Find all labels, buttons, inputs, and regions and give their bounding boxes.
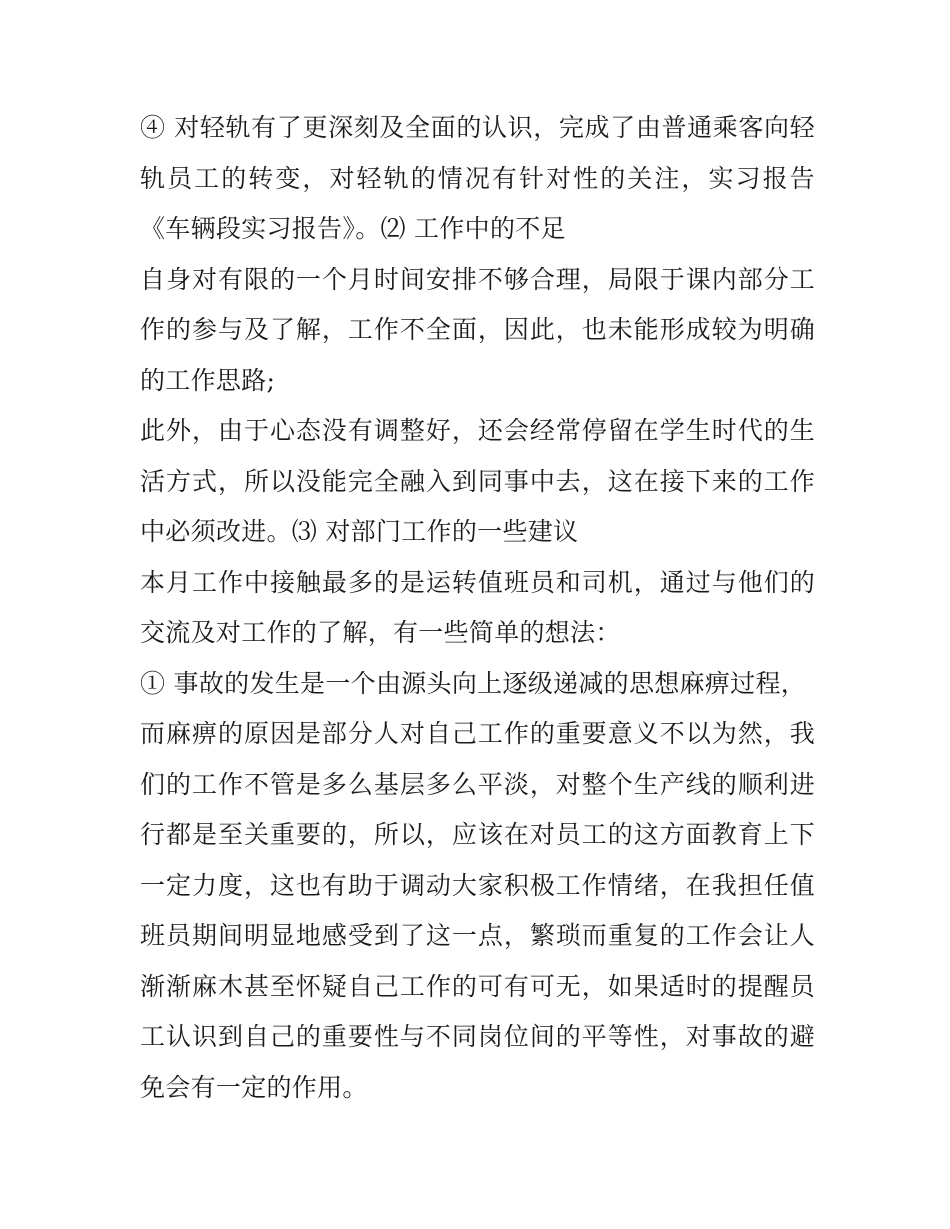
paragraph-understanding: ④ 对轻轨有了更深刻及全面的认识，完成了由普通乘客向轻轨员工的转变，对轻轨的情况有针对性的关注，实习报告《车辆段实习报告》。⑵ 工作中的不足: [140, 113, 815, 243]
paragraph-shortcomings: 自身对有限的一个月时间安排不够合理，局限于课内部分工作的参与及了解，工作不全面，因此，也未能形成较为明确的工作思路;: [140, 264, 815, 395]
paragraph-suggestions-intro: 本月工作中接触最多的是运转值班员和司机，通过与他们的交流及对工作的了解，有一些简单的想法：: [140, 567, 815, 647]
document-body: [140, 103, 815, 1113]
paragraph-suggestion-1-detail: 而麻痹的原因是部分人对自己工作的重要意义不以为然，我们的工作不管是多么基层多么平淡，对整个生产线的顺利进行都是至关重要的，所以，应该在对员工的这方面教育上下一定力度，这也有助于调动大家积极工作情绪，在我担任值班员期间明显地感受到了这一点，繁琐而重复的工作会让人渐渐麻木甚至怀疑自己工作的可有可无，如果适时的提醒员工认识到自己的重要性与不同岗位间的平等性，对事故的避免会有一定的作用。: [140, 719, 815, 1102]
paragraph-mindset: 此外，由于心态没有调整好，还会经常停留在学生时代的生活方式，所以没能完全融入到同事中去，这在接下来的工作中必须改进。⑶ 对部门工作的一些建议: [140, 416, 815, 546]
paragraph-suggestion-1: ① 事故的发生是一个由源头向上逐级递减的思想麻痹过程，: [140, 668, 807, 698]
